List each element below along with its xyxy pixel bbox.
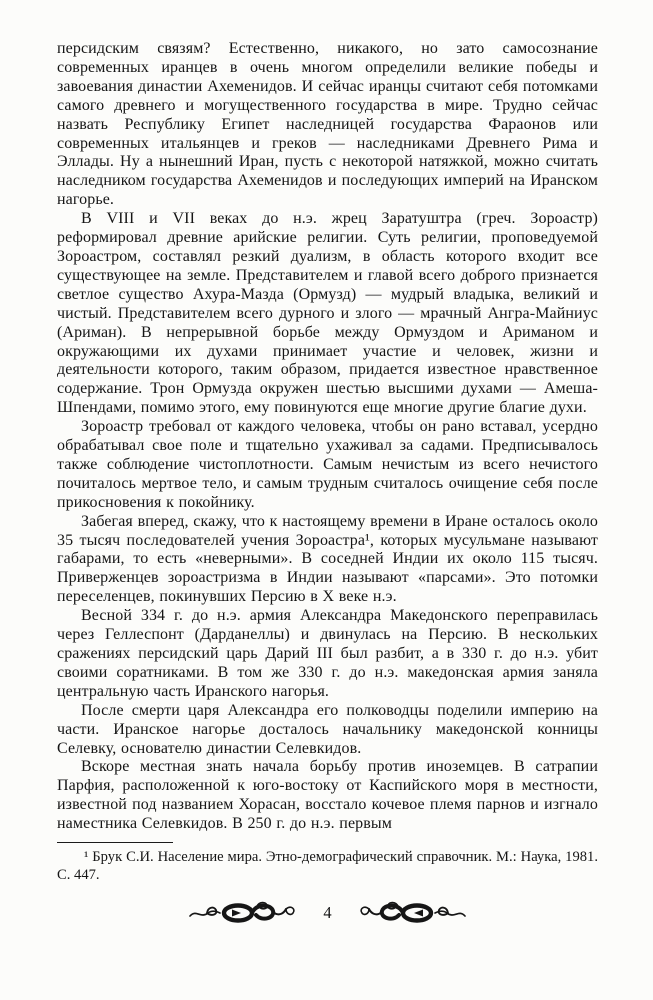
footnote: ¹ Брук С.И. Население мира. Этно-демографический справочник. М.: Наука, 1981. С. 447. <box>57 849 598 884</box>
paragraph: персидским связям? Естественно, никакого, но зато самосознание современных иранцев в очень многом определили великие победы и завоевания династии Ахеменидов. И сейчас иранцы считают себя потомками самого древнего и могущественного государства в мире. Трудно сейчас назвать Республику Египет наследницей государства Фараонов или современных итальянцев и греков — наследниками Древнего Рима и Эллады. Ну а нынешний Иран, пусть с некоторой натяжкой, можно считать наследником государства Ахеменидов и последующих империй на Иранском нагорье. <box>57 40 598 209</box>
footnote-divider <box>57 842 173 843</box>
paragraph: Забегая вперед, скажу, что к настоящему времени в Иране осталось около 35 тысяч последователей учения Зороастра¹, которых мусульмане называют габарами, то есть «неверными». В соседней Индии их около 115 тысяч. Приверженцев зороастризма в Индии называют «парсами». Это потомки переселенцев, покинувших Персию в X веке н.э. <box>57 512 598 606</box>
page-footer <box>57 900 598 926</box>
paragraph: Зороастр требовал от каждого человека, чтобы он рано вставал, усердно обрабатывал свое поле и тщательно ухаживал за садами. Предписывалось также соблюдение чистоплотности. Самым нечистым из всего нечистого почиталось мертвое тело, и самым трудным считалось очищение себя после прикосновения к покойнику. <box>57 418 598 511</box>
page-body <box>57 40 598 834</box>
floral-flourish-left-icon <box>187 900 305 926</box>
paragraph: После смерти царя Александра его полководцы поделили империю на части. Иранское нагорье досталось начальнику македонской конницы Селевку, основателю династии Селевкидов. <box>57 701 598 757</box>
page-number: 4 <box>323 902 332 922</box>
paragraph: В VIII и VII веках до н.э. жрец Заратуштра (греч. Зороастр) реформировал древние арийские религии. Суть религии, проповедуемой Зороастром, составлял резкий дуализм, в область которого входит все существующее на земле. Представителем и главой всего доброго признается светлое существо Ахура-Мазда (Ормузд) — мудрый владыка, великий и чистый. Представителем всего дурного и злого — мрачный Ангра-Майниус (Ариман). В непрерывной борьбе между Ормуздом и Ариманом и окружающими их духами принимает участие и человек, жизни и деятельности которого, таким образом, придается известное нравственное содержание. Трон Ормузда окружен шестью высшими духами — Амеша-Шпендами, помимо этого, ему повинуются еще многие другие благие духи. <box>57 210 598 417</box>
paragraph: Вскоре местная знать начала борьбу против иноземцев. В сатрапии Парфия, расположенной к юго-востоку от Каспийского моря в местности, известной под названием Хорасан, восстало кочевое племя парнов и изгнало наместника Селевкидов. В 250 г. до н.э. первым <box>57 758 598 833</box>
floral-flourish-right-icon <box>350 900 468 926</box>
paragraph: Весной 334 г. до н.э. армия Александра Македонского переправилась через Геллеспонт (Дарданеллы) и двинулась на Персию. В нескольких сражениях персидский царь Дарий III был разбит, а в 330 г. до н.э. убит своими соратниками. В том же 330 г. до н.э. македонская армия заняла центральную часть Иранского нагорья. <box>57 607 598 700</box>
